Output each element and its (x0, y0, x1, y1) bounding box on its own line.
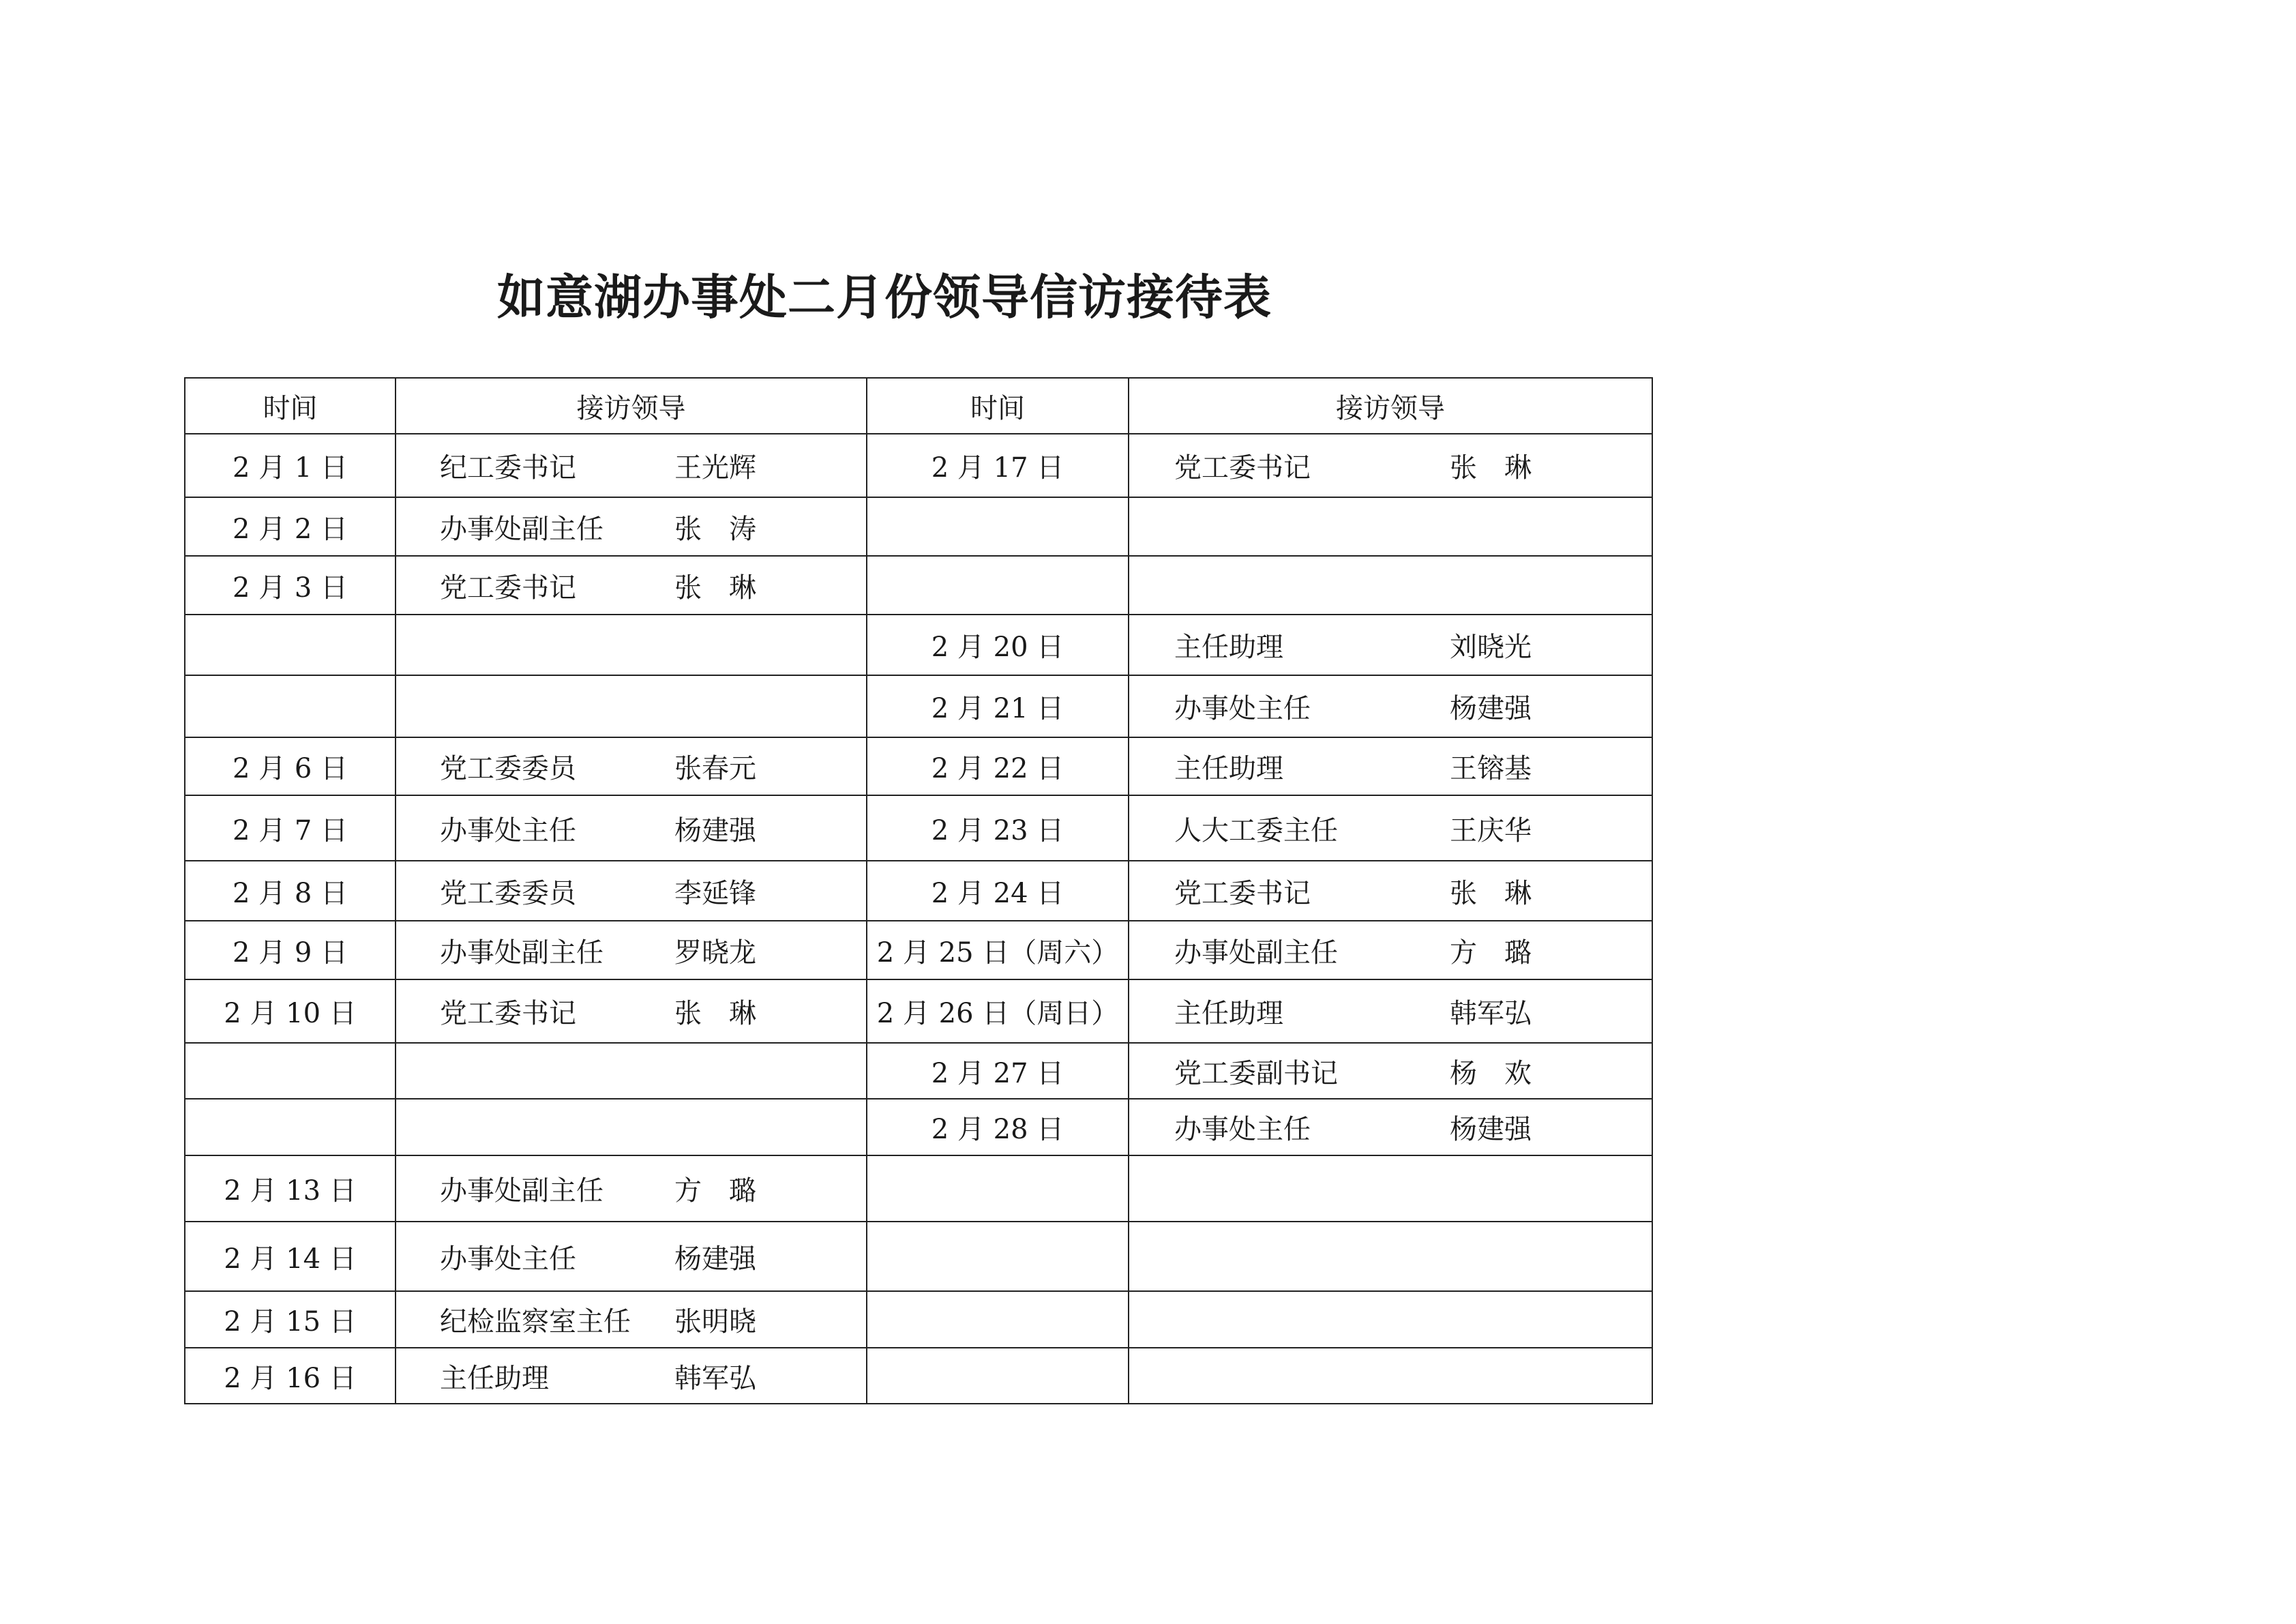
date-cell-left: 2 月 15 日 (185, 1291, 396, 1348)
date-cell-left: 2 月 2 日 (185, 497, 396, 556)
date-cell-left: 2 月 8 日 (185, 861, 396, 921)
leader-cell-l (396, 497, 867, 556)
leader-position: 主任助理 (1174, 998, 1283, 1029)
date-cell-left: 2 月 14 日 (185, 1222, 396, 1291)
date-cell-right: 2 月 25 日（周六） (867, 921, 1129, 979)
date-cell-right: 2 月 20 日 (867, 615, 1129, 675)
leader-cell-l (396, 795, 867, 861)
date-cell-left (185, 1043, 396, 1099)
leader-cell-l (396, 737, 867, 795)
date-cell-left (185, 615, 396, 675)
date-cell-right (867, 1222, 1129, 1291)
leader-cell-l (396, 1155, 867, 1222)
leader-cell-r (1129, 1099, 1652, 1155)
date-cell-right: 2 月 17 日 (867, 434, 1129, 497)
date-cell-left: 2 月 9 日 (185, 921, 396, 979)
leader-cell-r (1129, 861, 1652, 921)
leader-name: 王镕基 (1450, 753, 1532, 784)
leader-position: 纪工委书记 (440, 452, 576, 484)
leader-cell-r (1129, 615, 1652, 675)
date-cell-right (867, 556, 1129, 615)
leader-cell-l (396, 979, 867, 1043)
date-cell-right: 2 月 24 日 (867, 861, 1129, 921)
leader-cell-r (1129, 434, 1652, 497)
date-cell-right (867, 497, 1129, 556)
header-leader: 接访领导 (396, 378, 867, 434)
leader-position: 主任助理 (1174, 753, 1283, 784)
leader-position: 党工委书记 (440, 572, 576, 604)
date-cell-right: 2 月 23 日 (867, 795, 1129, 861)
leader-name: 杨建强 (674, 1243, 756, 1275)
leader-cell-l (396, 615, 867, 675)
leader-position: 党工委书记 (1174, 452, 1311, 484)
table-row (185, 795, 1652, 861)
date-cell-left: 2 月 1 日 (185, 434, 396, 497)
leader-name: 韩军弘 (674, 1362, 756, 1394)
leader-name: 方 璐 (674, 1175, 756, 1207)
leader-position: 党工委书记 (440, 998, 576, 1029)
leader-name: 李延锋 (674, 877, 756, 909)
leader-cell-l (396, 1348, 867, 1404)
leader-position: 办事处主任 (1174, 1114, 1311, 1145)
leader-name: 韩军弘 (1450, 998, 1532, 1029)
leader-cell-r (1129, 1291, 1652, 1348)
leader-name: 张 涛 (674, 513, 756, 545)
leader-cell-l (396, 556, 867, 615)
date-cell-right (867, 1348, 1129, 1404)
date-cell-left (185, 675, 396, 737)
leader-name: 张明晓 (674, 1306, 756, 1338)
leader-cell-r (1129, 1043, 1652, 1099)
leader-position: 党工委委员 (440, 753, 576, 784)
date-cell-left: 2 月 6 日 (185, 737, 396, 795)
leader-position: 主任助理 (1174, 632, 1283, 663)
reception-schedule-table (184, 377, 1653, 1404)
table-row (185, 737, 1652, 795)
leader-position: 主任助理 (440, 1362, 549, 1394)
table-row (185, 1099, 1652, 1155)
table-row (185, 1043, 1652, 1099)
leader-cell-l (396, 675, 867, 737)
leader-name: 罗晓龙 (674, 936, 756, 969)
document-title: 如意湖办事处二月份领导信访接待表 (497, 269, 1272, 325)
leader-cell-l (396, 1222, 867, 1291)
date-cell-left: 2 月 10 日 (185, 979, 396, 1043)
date-cell-left (185, 1099, 396, 1155)
leader-position: 纪检监察室主任 (440, 1306, 631, 1338)
leader-position: 党工委委员 (440, 877, 576, 909)
leader-name: 杨建强 (1450, 693, 1532, 724)
leader-position: 办事处主任 (440, 1243, 576, 1275)
date-cell-left: 2 月 7 日 (185, 795, 396, 861)
table-row (185, 1348, 1652, 1404)
leader-position: 办事处副主任 (440, 936, 603, 969)
leader-cell-l (396, 1043, 867, 1099)
date-cell-right: 2 月 22 日 (867, 737, 1129, 795)
leader-name: 张 琳 (1450, 452, 1532, 484)
date-cell-right (867, 1291, 1129, 1348)
leader-cell-l (396, 434, 867, 497)
header-leader-right: 接访领导 (1129, 378, 1652, 434)
date-cell-right: 2 月 28 日 (867, 1099, 1129, 1155)
leader-cell-r (1129, 1222, 1652, 1291)
table-row (185, 979, 1652, 1043)
leader-cell-r (1129, 1155, 1652, 1222)
leader-name: 王光辉 (674, 452, 756, 484)
date-cell-left: 2 月 16 日 (185, 1348, 396, 1404)
leader-name: 张 琳 (1450, 877, 1532, 909)
leader-cell-r (1129, 979, 1652, 1043)
leader-position: 党工委书记 (1174, 877, 1311, 909)
leader-name: 杨建强 (1450, 1114, 1532, 1145)
leader-position: 办事处副主任 (440, 1175, 603, 1207)
leader-name: 张春元 (674, 753, 756, 784)
leader-name: 张 琳 (674, 572, 756, 604)
date-cell-left: 2 月 13 日 (185, 1155, 396, 1222)
table-row (185, 615, 1652, 675)
leader-cell-r (1129, 497, 1652, 556)
table-row (185, 675, 1652, 737)
table-row (185, 1291, 1652, 1348)
date-cell-right (867, 1155, 1129, 1222)
leader-cell-r (1129, 795, 1652, 861)
leader-cell-l (396, 921, 867, 979)
leader-cell-r (1129, 1348, 1652, 1404)
leader-position: 办事处主任 (440, 814, 576, 846)
date-cell-left: 2 月 3 日 (185, 556, 396, 615)
leader-position: 办事处主任 (1174, 693, 1311, 724)
leader-position: 办事处副主任 (440, 513, 603, 545)
header-time: 时间 (185, 378, 396, 434)
table-row (185, 1222, 1652, 1291)
table-row (185, 497, 1652, 556)
leader-name: 杨 欢 (1450, 1057, 1532, 1089)
leader-name: 方 璐 (1450, 936, 1532, 969)
leader-name: 张 琳 (674, 998, 756, 1029)
leader-cell-r (1129, 737, 1652, 795)
date-cell-right: 2 月 26 日（周日） (867, 979, 1129, 1043)
leader-position: 党工委副书记 (1174, 1057, 1338, 1089)
leader-cell-l (396, 1099, 867, 1155)
table-row (185, 434, 1652, 497)
leader-cell-l (396, 1291, 867, 1348)
leader-cell-r (1129, 675, 1652, 737)
leader-name: 王庆华 (1450, 814, 1532, 846)
table-row (185, 1155, 1652, 1222)
table-row (185, 921, 1652, 979)
leader-position: 办事处副主任 (1174, 936, 1338, 969)
date-cell-right: 2 月 21 日 (867, 675, 1129, 737)
leader-position: 人大工委主任 (1174, 814, 1338, 846)
header-time-right: 时间 (867, 378, 1129, 434)
date-cell-right: 2 月 27 日 (867, 1043, 1129, 1099)
table-row (185, 861, 1652, 921)
header-row (185, 378, 1652, 434)
leader-name: 杨建强 (674, 814, 756, 846)
leader-name: 刘晓光 (1450, 632, 1532, 663)
leader-cell-r (1129, 921, 1652, 979)
leader-cell-l (396, 861, 867, 921)
leader-cell-r (1129, 556, 1652, 615)
table-row (185, 556, 1652, 615)
